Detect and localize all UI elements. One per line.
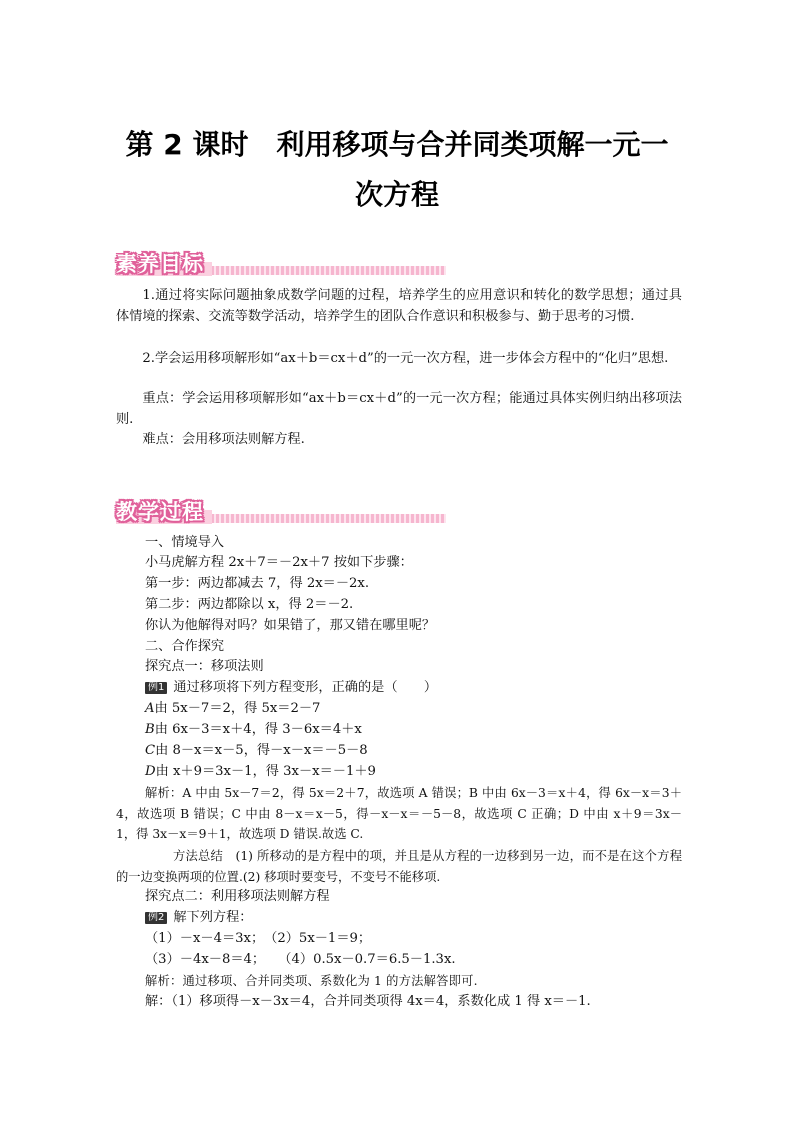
section-banner-goals	[116, 248, 446, 278]
analysis-paragraph-1: 解析：A 中由 5x－7＝2，得 5x＝2＋7，故选项 A 错误；B 中由 6x－3＝x＋4，得 6x－x＝3＋4，故选项 B 错误；C 中由 8－x＝x－5，得－x－x＝－5－8，故选项 C 正确；D 中由 x＋9＝3x－1，得 3x－x＝9＋1，故选项 D 错误.故选 C.	[116, 786, 682, 841]
analysis-paragraph-2: 解析：通过移项、合并同类项、系数化为 1 的方法解答即可.	[145, 974, 478, 988]
option-letter: D	[145, 764, 156, 779]
section-heading: 二、合作探究	[145, 639, 225, 654]
goal-paragraph-1: 1.通过将实际问题抽象成数学问题的过程，培养学生的应用意识和转化的数学思想；通过具体情境的探索、交流等数学活动，培养学生的团队合作意识和积极参与、勤于思考的习惯.	[116, 288, 682, 324]
section-banner-process	[116, 496, 446, 526]
example-1-prompt	[145, 678, 437, 698]
option-letter: A	[145, 701, 155, 716]
option-text: 由 6x－3＝x＋4，得 3－6x＝4＋x	[154, 722, 362, 737]
option-c	[145, 741, 368, 761]
equations-line-2: （3）－4x－8＝4； （4）0.5x－0.7＝6.5－1.3x.	[145, 952, 456, 967]
example-text: 通过移项将下列方程变形，正确的是（ ）	[173, 680, 438, 695]
text-line: 小马虎解方程 2x＋7＝－2x＋7 按如下步骤：	[145, 555, 413, 570]
option-b	[145, 720, 362, 740]
subsection-heading: 探究点一：移项法则	[145, 659, 264, 674]
section-banner-label: 教学过程	[116, 500, 204, 524]
section-heading: 一、情境导入	[145, 535, 225, 550]
solution-line-1: 解：（1）移项得－x－3x＝4，合并同类项得 4x＝4，系数化成 1 得 x＝－1.	[145, 994, 591, 1009]
option-d	[145, 762, 376, 782]
example-badge: 例2	[145, 912, 167, 924]
section-banner-label: 素养目标	[116, 252, 204, 276]
text-line: 你认为他解得对吗？如果错了，那又错在哪里呢？	[145, 618, 436, 633]
method-summary: 方法总结 (1) 所移动的是方程中的项，并且是从方程的一边移到另一边，而不是在这个方程的一边变换两项的位置.(2) 移项时要变号，不变号不能移项.	[116, 849, 682, 884]
goal-paragraph-2: 2.学会运用移项解形如“ax＋b＝cx＋d”的一元一次方程，进一步体会方程中的“化归”思想.	[142, 351, 669, 366]
text-line: 第一步：两边都减去 7，得 2x＝－2x.	[145, 576, 370, 591]
option-text: 由 8－x＝x－5，得－x－x＝－5－8	[155, 743, 368, 758]
option-letter: B	[145, 722, 155, 737]
example-badge: 例1	[145, 682, 167, 694]
subsection-heading: 探究点二：利用移项法则解方程	[145, 889, 330, 904]
option-text: 由 x＋9＝3x－1，得 3x－x＝－1＋9	[155, 764, 376, 779]
lesson-title-line1: 第 2 课时 利用移项与合并同类项解一元一	[125, 128, 669, 161]
example-2-prompt	[145, 908, 253, 928]
lesson-title-line2: 次方程	[354, 178, 439, 211]
option-text: 由 5x－7＝2，得 5x＝2－7	[154, 701, 321, 716]
option-a	[145, 699, 320, 719]
key-point-paragraph: 重点：学会运用移项解形如“ax＋b＝cx＋d”的一元一次方程；能通过具体实例归纳出移项法则.	[116, 391, 682, 427]
option-letter: C	[145, 743, 156, 758]
example-text: 解下列方程：	[173, 910, 253, 925]
equations-line-1: （1）－x－4＝3x； （2）5x－1＝9；	[145, 931, 372, 946]
text-line: 第二步：两边都除以 x，得 2＝－2.	[145, 597, 354, 612]
difficult-point-paragraph: 难点：会用移项法则解方程.	[142, 432, 305, 447]
